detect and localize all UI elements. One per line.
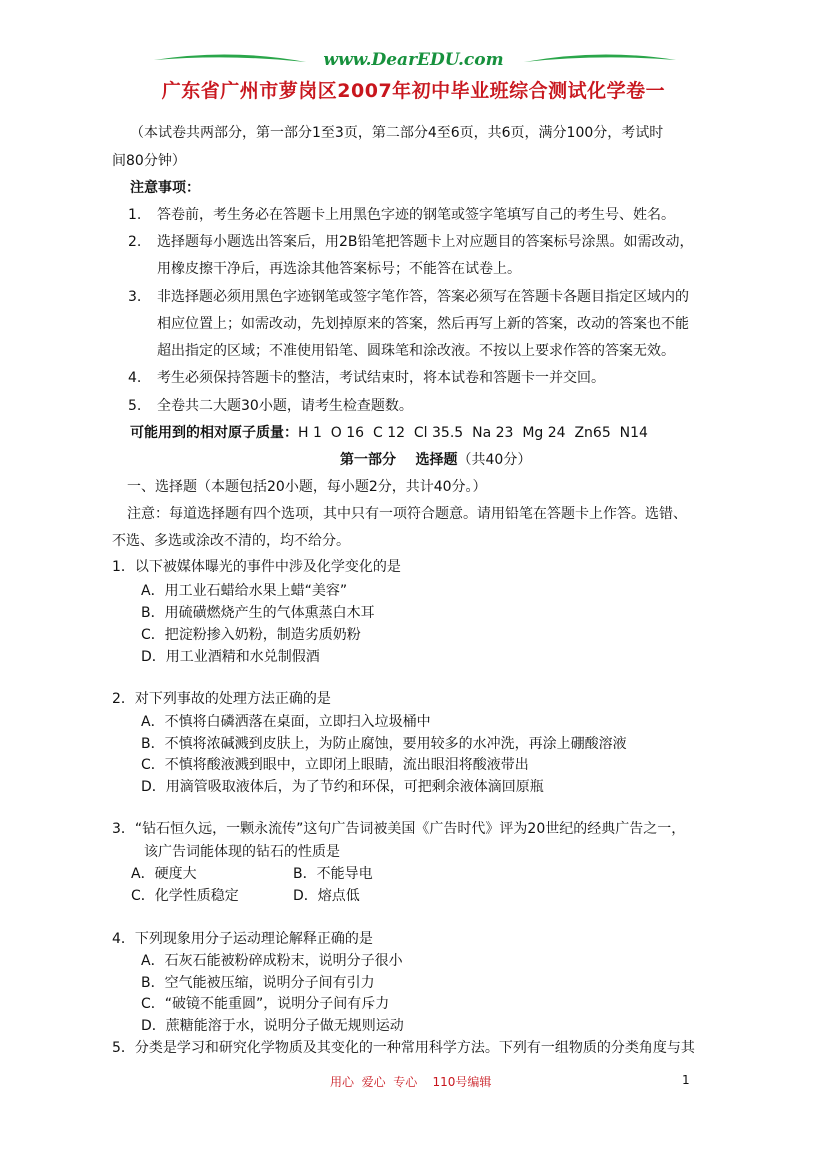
intro-line-2: 间80分钟） xyxy=(112,153,186,169)
part1-score: （共40分） xyxy=(457,452,532,468)
option-c: C．化学性质稳定 xyxy=(131,888,239,904)
footer-slogan: 用心 爱心 专心 110号编辑 xyxy=(330,1075,492,1089)
part1-heading xyxy=(340,450,531,470)
option-d: D．熔点低 xyxy=(293,888,360,904)
notice-line: 选择题每小题选出答案后，用2B铅笔把答题卡上对应题目的答案标号涂黑。如需改动， xyxy=(157,234,694,250)
question-stem: 对下列事故的处理方法正确的是 xyxy=(134,691,331,707)
atomic-masses xyxy=(130,423,648,443)
intro-line-1: （本试卷共两部分，第一部分1至3页，第二部分4至6页，共6页，满分100分，考试时 xyxy=(130,125,664,141)
site-banner[interactable]: www.DearEDU.com xyxy=(323,50,504,70)
question-stem: “钻石恒久远，一颗永流传”这句广告词被美国《广告时代》评为20世纪的经典广告之一， xyxy=(134,821,686,837)
question-number: 5． xyxy=(112,1040,135,1056)
question-number: 2． xyxy=(112,691,135,707)
option-b: B．用硫磺燃烧产生的气体熏蒸白木耳 xyxy=(141,605,375,621)
notice-line: 非选择题必须用黑色字迹钢笔或签字笔作答，答案必须写在答题卡各题目指定区域内的 xyxy=(157,289,689,305)
option-b: B．不能导电 xyxy=(293,866,373,882)
option-d: D．蔗糖能溶于水，说明分子做无规则运动 xyxy=(141,1018,404,1034)
question-stem-continued: 该广告词能体现的钻石的性质是 xyxy=(144,844,340,860)
notice-line: 考生必须保持答题卡的整洁，考试结束时，将本试卷和答题卡一并交回。 xyxy=(157,370,605,386)
question-1 xyxy=(112,557,401,577)
notice-num: 3. xyxy=(128,289,142,305)
question-number: 1． xyxy=(112,559,135,575)
section-heading: 一、选择题（本题包括20小题，每小题2分，共计40分。） xyxy=(127,479,487,495)
notice-num: 4. xyxy=(128,370,142,386)
notice-line: 全卷共二大题30小题，请考生检查题数。 xyxy=(157,398,413,414)
option-d: D．用滴管吸取液体后，为了节约和环保，可把剩余液体滴回原瓶 xyxy=(141,779,544,795)
option-c: C．把淀粉掺入奶粉，制造劣质奶粉 xyxy=(141,627,361,643)
question-stem: 下列现象用分子运动理论解释正确的是 xyxy=(134,931,373,947)
question-number: 4． xyxy=(112,931,135,947)
question-stem: 以下被媒体曝光的事件中涉及化学变化的是 xyxy=(134,559,401,575)
option-c: C．“破镜不能重圆”，说明分子间有斥力 xyxy=(141,996,390,1012)
notice-heading: 注意事项： xyxy=(130,180,200,196)
atomic-masses-values: H 1 O 16 C 12 Cl 35.5 Na 23 Mg 24 Zn65 N14 xyxy=(298,425,648,441)
option-c: C．不慎将酸液溅到眼中，立即闭上眼睛，流出眼泪将酸液带出 xyxy=(141,757,529,773)
option-a: A．不慎将白磷洒落在桌面，立即扫入垃圾桶中 xyxy=(141,714,431,730)
page-number: 1 xyxy=(682,1073,690,1087)
notice-line: 相应位置上；如需改动，先划掉原来的答案，然后再写上新的答案，改动的答案也不能 xyxy=(157,316,689,332)
question-stem: 分类是学习和研究化学物质及其变化的一种常用科学方法。下列有一组物质的分类角度与其 xyxy=(134,1040,695,1056)
question-5 xyxy=(112,1038,695,1058)
question-number: 3． xyxy=(112,821,135,837)
option-a: A．硬度大 xyxy=(131,866,197,882)
notice-num: 5. xyxy=(128,398,142,414)
exam-title: 广东省广州市萝岗区2007年初中毕业班综合测试化学卷一 xyxy=(161,80,666,102)
question-2 xyxy=(112,689,331,709)
part1-title: 第一部分 选择题 xyxy=(340,452,458,468)
notice-line: 超出指定的区域；不准使用铅笔、圆珠笔和涂改液。不按以上要求作答的答案无效。 xyxy=(157,343,675,359)
notice-line: 用橡皮擦干净后，再选涂其他答案标号；不能答在试卷上。 xyxy=(157,261,521,277)
notice-line: 答卷前，考生务必在答题卡上用黑色字迹的钢笔或签字笔填写自己的考生号、姓名。 xyxy=(157,207,675,223)
section-note-line-2: 不选、多选或涂改不清的，均不给分。 xyxy=(112,533,350,549)
question-4 xyxy=(112,929,373,949)
option-b: B．空气能被压缩，说明分子间有引力 xyxy=(141,975,375,991)
atomic-masses-label: 可能用到的相对原子质量： xyxy=(130,425,298,441)
option-a: A．用工业石蜡给水果上蜡“美容” xyxy=(141,583,348,599)
option-b: B．不慎将浓碱溅到皮肤上，为防止腐蚀，要用较多的水冲洗，再涂上硼酸溶液 xyxy=(141,736,627,752)
question-3 xyxy=(112,819,685,839)
notice-num: 1. xyxy=(128,207,142,223)
option-a: A．石灰石能被粉碎成粉末，说明分子很小 xyxy=(141,953,403,969)
section-note-line-1: 注意：每道选择题有四个选项，其中只有一项符合题意。请用铅笔在答题卡上作答。选错、 xyxy=(127,506,687,522)
notice-num: 2. xyxy=(128,234,142,250)
option-d: D．用工业酒精和水兑制假酒 xyxy=(141,649,320,665)
